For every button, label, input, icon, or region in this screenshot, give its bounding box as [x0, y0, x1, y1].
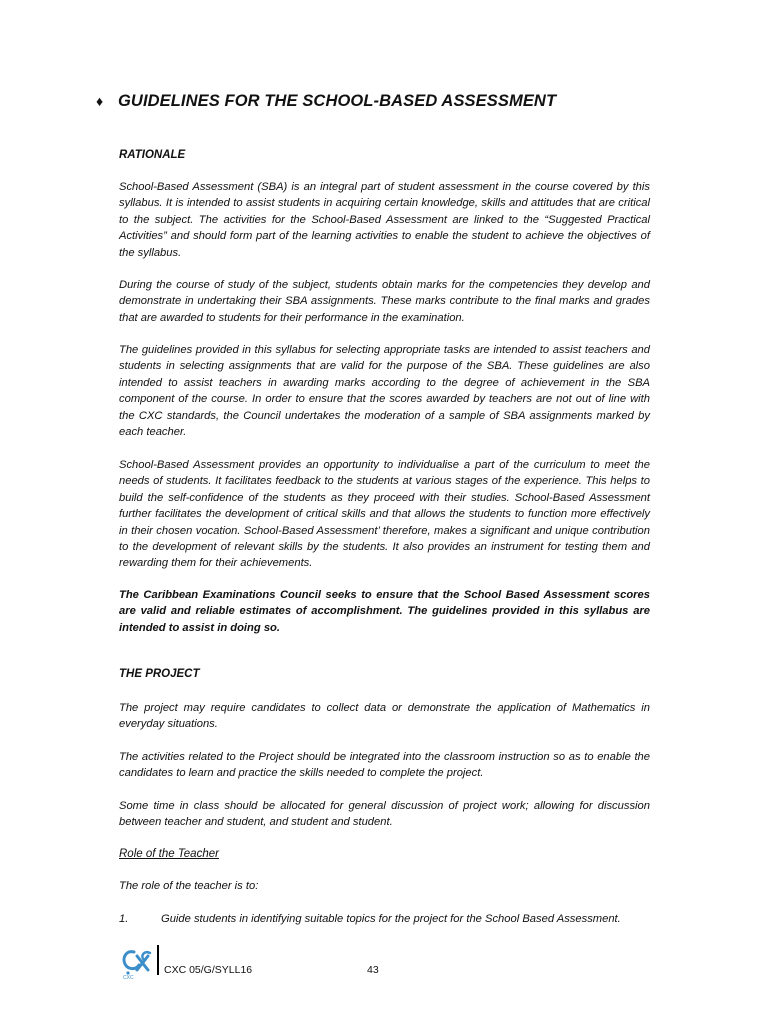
project-paragraph-2: The activities related to the Project should be integrated into the classroom instruction so as to enable the candidates to learn and practice the skills needed to complete the project. [119, 751, 650, 780]
list-item [119, 913, 679, 925]
section-heading [96, 92, 556, 111]
syllabus-code: CXC 05/G/SYLL16 [164, 964, 253, 976]
rationale-paragraph-2: During the course of study of the subject, students obtain marks for the competencies they develop and demonstrate in undertaking their SBA assignments. These marks contribute to the final marks and grades that are awarded to students for their performance in the examination. [119, 279, 650, 324]
rationale-paragraph-1: School-Based Assessment (SBA) is an integral part of student assessment in the course covered by this syllabus. It is intended to assist students in acquiring certain knowledge, skills and attitudes that are critical to the subject. The activities for the School-Based Assessment are linked to the “Suggested Practical Activities” and should form part of the learning activities to enable the student to achieve the objectives of the syllabus. [119, 181, 650, 259]
project-paragraph-3: Some time in class should be allocated for general discussion of project work; allowing for discussion between teacher and student, and student and student. [119, 800, 650, 829]
rationale-heading: RATIONALE [119, 149, 186, 161]
list-item-text: Guide students in identifying suitable topics for the project for the School Based Assessment. [161, 913, 621, 925]
section-heading-text: GUIDELINES FOR THE SCHOOL-BASED ASSESSMENT [118, 92, 557, 110]
role-of-teacher-heading: Role of the Teacher [119, 848, 219, 860]
rationale-paragraph-4: School-Based Assessment provides an opportunity to individualise a part of the curriculum to meet the needs of students. It facilitates feedback to the students at various stages of the experience. This helps to build the self-confidence of the students as they proceed with their studies. School-Based Assessment further facilitates the development of critical skills and that allows the students to function more effectively in their chosen vocation. School-Based Assessment’ therefore, makes a significant and unique contribution to the development of relevant skills by the students. It also provides an instrument for testing them and rewarding them for their achievements. [119, 459, 650, 570]
list-item-number: 1. [119, 913, 129, 925]
project-paragraph-1: The project may require candidates to collect data or demonstrate the application of Mathematics in everyday situations. [119, 702, 650, 731]
page-number: 43 [367, 964, 379, 976]
diamond-bullet-icon: ♦ [96, 93, 104, 109]
logo-text: CXC [123, 975, 134, 980]
footer-divider [157, 945, 159, 975]
role-intro: The role of the teacher is to: [119, 880, 259, 892]
rationale-paragraph-3: The guidelines provided in this syllabus for selecting appropriate tasks are intended to assist teachers and students in selecting assignments that are valid for the purpose of the SBA. These guidelines are also intended to assist teachers in awarding marks according to the degree of achievement in the SBA component of the course. In order to ensure that the scores awarded by teachers are not out of line with the CXC standards, the Council undertakes the moderation of a sample of SBA assignments marked by each teacher. [119, 344, 650, 439]
rationale-bold-paragraph: The Caribbean Examinations Council seeks to ensure that the School Based Assessment scores are valid and reliable estimates of accomplishment. The guidelines provided in this syllabus are intended to assist in doing so. [119, 589, 650, 634]
project-heading: THE PROJECT [119, 668, 200, 680]
cxc-logo-icon [120, 944, 156, 980]
